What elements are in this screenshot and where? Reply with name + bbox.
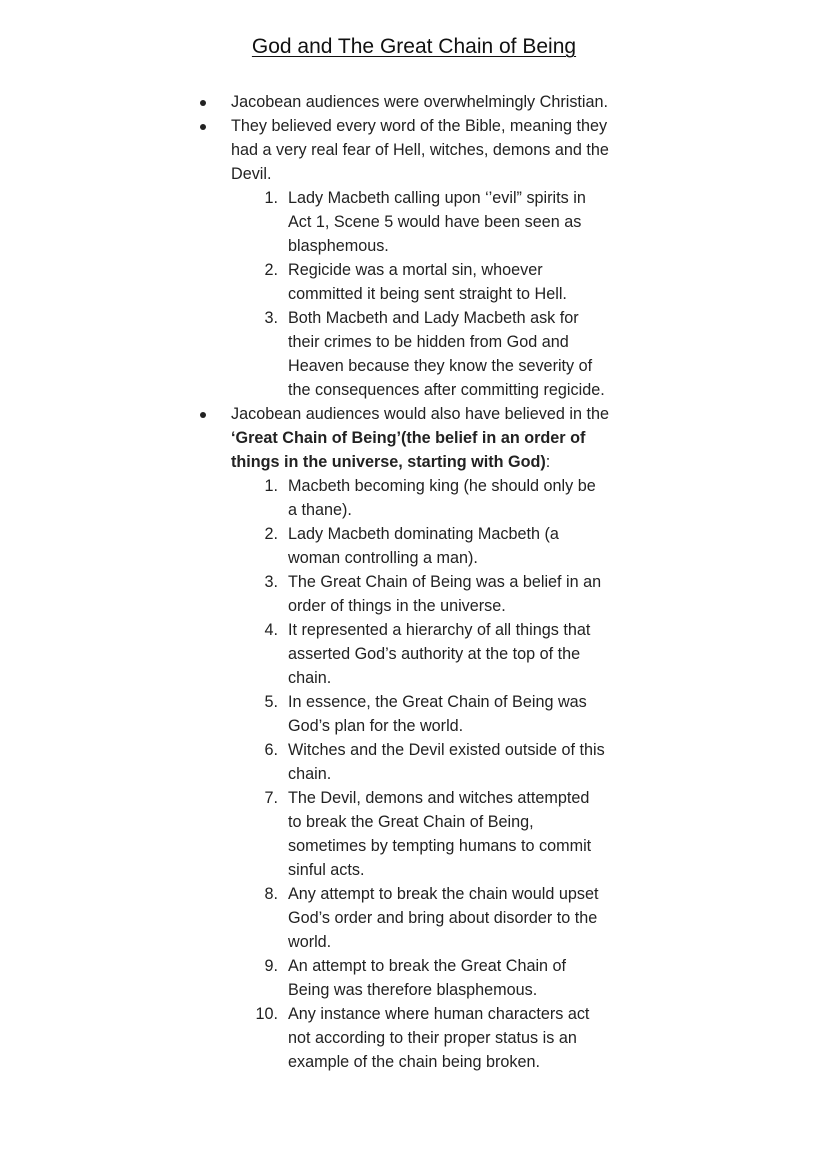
bullet-dot-icon [200,100,206,106]
bullet-dot-icon [200,412,206,418]
item-text: Macbeth becoming king (he should only be a thane). [288,477,596,519]
numbered-item [0,306,606,402]
numbered-item [0,474,606,522]
numbered-item [0,618,606,690]
bullet-text: Jacobean audiences would also have believed in the [231,405,609,423]
item-text: Any attempt to break the chain would upset God’s order and bring about disorder to the world. [288,885,599,951]
item-number: 6. [264,741,278,759]
bullet-text: They believed every word of the Bible, meaning they had a very real fear of Hell, witches, demons and the Devil. [231,117,609,183]
item-text: The Great Chain of Being was a belief in an order of things in the universe. [288,573,602,615]
numbered-item [0,738,606,786]
item-number: 3. [264,309,278,327]
bullet-text: Jacobean audiences were overwhelmingly Christian. [231,93,609,111]
item-number: 3. [264,573,278,591]
item-number: 2. [264,525,278,543]
item-text: In essence, the Great Chain of Being was God’s plan for the world. [288,693,587,735]
numbered-item [0,522,606,570]
item-text: Regicide was a mortal sin, whoever committed it being sent straight to Hell. [288,261,567,303]
numbered-item [0,1002,606,1074]
bullet-dot-icon [200,124,206,130]
item-text: Any instance where human characters act not according to their proper status is an example of the chain being broken. [288,1005,590,1071]
bullet-item [0,402,611,474]
item-text: Witches and the Devil existed outside of this chain. [288,741,605,783]
item-text: Lady Macbeth calling upon ‘’evil” spirits in Act 1, Scene 5 would have been seen as blasphemous. [288,189,586,255]
numbered-item [0,690,606,738]
item-number: 7. [264,789,278,807]
item-text: An attempt to break the Great Chain of Being was therefore blasphemous. [288,957,567,999]
item-text: It represented a hierarchy of all things that asserted God’s authority at the top of the chain. [288,621,591,687]
bullet-text-end: : [545,453,551,471]
bullet-item [0,90,611,114]
item-number: 5. [264,693,278,711]
item-number: 9. [264,957,278,975]
numbered-item [0,570,606,618]
document-body [0,90,828,1074]
numbered-item [0,786,606,882]
item-number: 1. [264,189,278,207]
item-number: 4. [264,621,278,639]
item-text: Lady Macbeth dominating Macbeth (a woman controlling a man). [288,525,559,567]
item-number: 10. [255,1005,278,1023]
item-number: 2. [264,261,278,279]
item-text: The Devil, demons and witches attempted to break the Great Chain of Being, sometimes by tempting humans to commit sinful acts. [288,789,592,879]
item-text: Both Macbeth and Lady Macbeth ask for their crimes to be hidden from God and Heaven because they know the severity of the consequences after committing regicide. [288,309,605,399]
bullet-bold-text: ‘Great Chain of Being’(the belief in an order of things in the universe, starting with God) [231,429,586,471]
numbered-item [0,258,606,306]
item-number: 8. [264,885,278,903]
numbered-item [0,186,606,258]
document-title: God and The Great Chain of Being [251,35,577,58]
numbered-item [0,882,606,954]
numbered-item [0,954,606,1002]
bullet-item [0,114,611,186]
item-number: 1. [264,477,278,495]
